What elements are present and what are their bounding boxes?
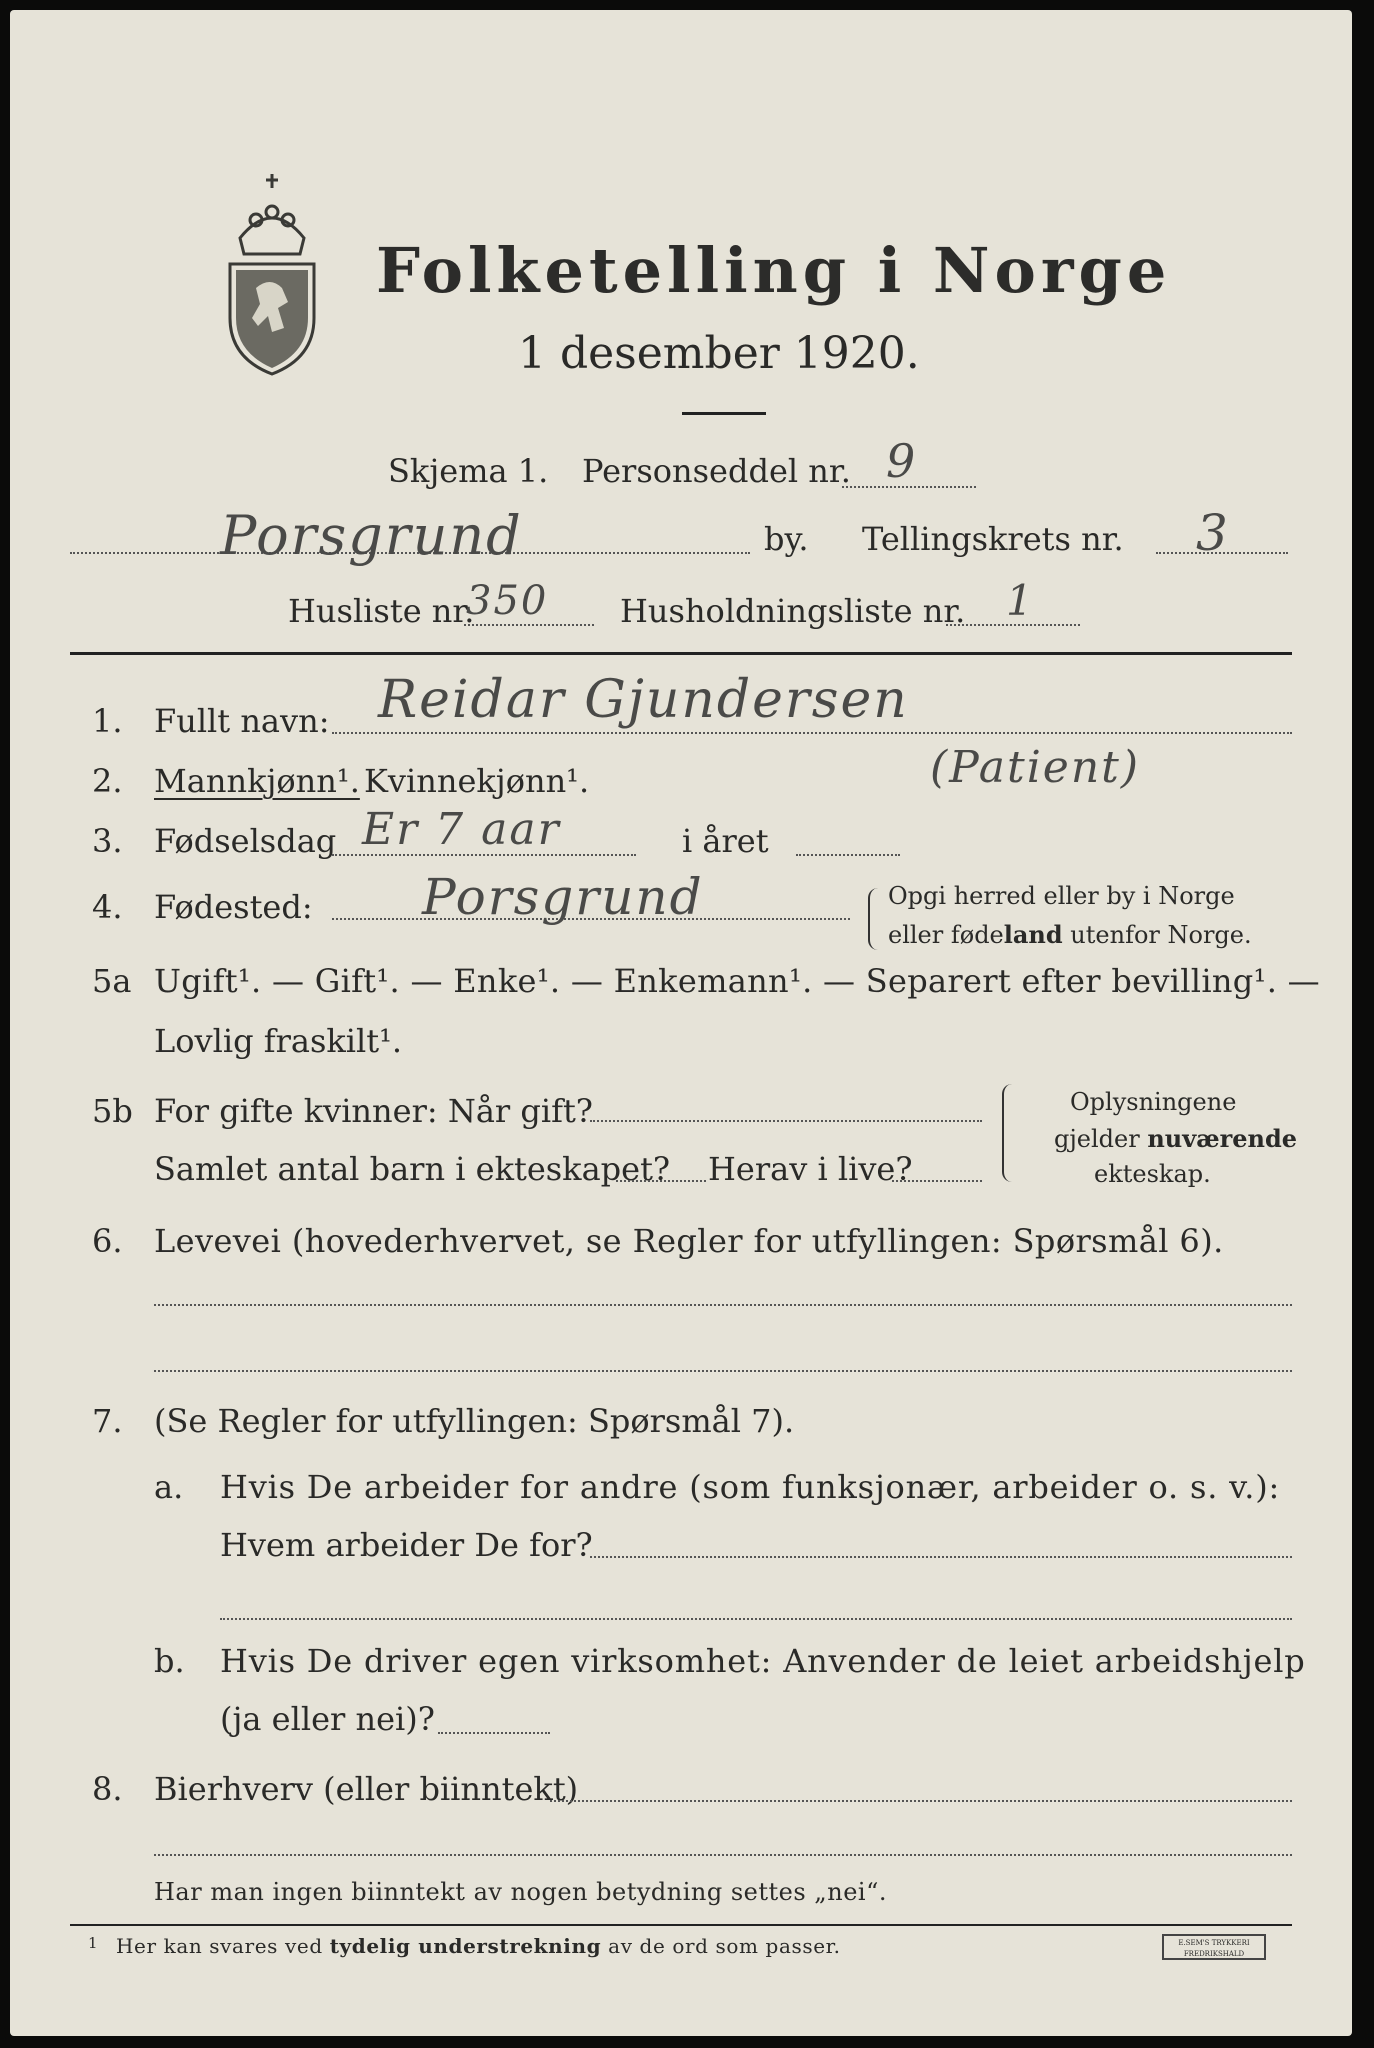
q8-number: 8.	[92, 1770, 123, 1808]
husliste-field[interactable]	[464, 624, 594, 626]
footnote-number: 1	[88, 1934, 98, 1952]
q4-note-line2: eller fødeland utenfor Norge.	[888, 920, 1252, 949]
q4-value: Porsgrund	[422, 868, 704, 926]
norwegian-coat-of-arms-icon	[216, 168, 328, 378]
q7b-letter: b.	[154, 1642, 185, 1680]
title-divider	[682, 412, 766, 415]
q5a-number: 5a	[92, 962, 132, 1000]
q2-male-option[interactable]: Mannkjønn¹.	[154, 762, 360, 800]
q5b-married-label: For gifte kvinner: Når gift?	[154, 1092, 593, 1130]
q6-field-line1[interactable]	[154, 1304, 1292, 1306]
husliste-label: Husliste nr.	[288, 592, 475, 630]
q7a-letter: a.	[154, 1468, 184, 1506]
q4-brace	[868, 888, 878, 950]
q7-number: 7.	[92, 1402, 123, 1440]
printer-line1: E.SEM'S TRYKKERI	[1178, 1939, 1250, 1947]
q5a-options-line2[interactable]: Lovlig fraskilt¹.	[154, 1022, 403, 1060]
q1-label: Fullt navn:	[154, 702, 330, 740]
q6-label: Levevei (hovederhvervet, se Regler for utfyllingen: Spørsmål 6).	[154, 1222, 1224, 1260]
q3-label: Fødselsdag	[154, 822, 337, 860]
q8-field-line2[interactable]	[154, 1854, 1292, 1856]
personseddel-label: Personseddel nr.	[582, 452, 851, 490]
q5b-alive-field[interactable]	[892, 1180, 982, 1182]
printer-stamp	[1162, 1934, 1266, 1960]
q2-note: (Patient)	[930, 742, 1141, 793]
q7a-employer-label: Hvem arbeider De for?	[220, 1526, 593, 1564]
footer-note: Har man ingen biinntekt av nogen betydning settes „nei“.	[154, 1878, 887, 1906]
header-rule	[70, 652, 1292, 655]
q7a-employer-field[interactable]	[590, 1556, 1292, 1558]
q5b-note-line1: Oplysningene	[1070, 1088, 1237, 1116]
tellingskrets-label: Tellingskrets nr.	[862, 520, 1124, 558]
form-title: Folketelling i Norge	[376, 234, 1172, 307]
q4-note-line1: Opgi herred eller by i Norge	[888, 882, 1235, 910]
q4-number: 4.	[92, 888, 123, 926]
q7a-employer-field-line2[interactable]	[220, 1618, 1292, 1620]
q3-suffix: i året	[682, 822, 769, 860]
q1-field[interactable]	[332, 732, 1292, 734]
q5b-number: 5b	[92, 1092, 133, 1130]
q7b-yes-no-label: (ja eller nei)?	[220, 1700, 435, 1738]
q8-field[interactable]	[550, 1800, 1292, 1802]
q2-number: 2.	[92, 762, 123, 800]
q7b-field[interactable]	[438, 1732, 550, 1734]
q5b-note-line3: ekteskap.	[1094, 1160, 1211, 1188]
tellingskrets-value: 3	[1196, 504, 1230, 562]
q6-number: 6.	[92, 1222, 123, 1260]
by-label: by.	[764, 520, 809, 558]
footer-rule	[70, 1924, 1292, 1926]
by-value: Porsgrund	[220, 504, 523, 567]
census-form	[10, 10, 1352, 2036]
q5b-married-field[interactable]	[590, 1120, 982, 1122]
q3-year-field[interactable]	[796, 854, 900, 856]
q3-value: Er 7 aar	[362, 804, 561, 855]
census-date: 1 desember 1920.	[518, 328, 920, 379]
q5b-alive-label: Herav i live?	[708, 1150, 913, 1188]
q4-label: Fødested:	[154, 888, 313, 926]
q7a-question: Hvis De arbeider for andre (som funksjonær, arbeider o. s. v.):	[220, 1468, 1281, 1506]
q3-number: 3.	[92, 822, 123, 860]
q5a-options[interactable]: Ugift¹. — Gift¹. — Enke¹. — Enkemann¹. — Separert efter bevilling¹. —	[154, 962, 1320, 1000]
q1-value: Reidar Gjundersen	[378, 670, 909, 730]
husliste-value: 350	[466, 578, 549, 624]
q2-female-option[interactable]: Kvinnekjønn¹.	[364, 762, 590, 800]
q6-field-line2[interactable]	[154, 1370, 1292, 1372]
q1-number: 1.	[92, 702, 123, 740]
footnote-text: Her kan svares ved tydelig understrekning av de ord som passer.	[116, 1934, 841, 1958]
schema-label: Skjema 1.	[388, 452, 549, 490]
q5b-brace	[1002, 1084, 1012, 1182]
printer-line2: FREDRIKSHALD	[1183, 1950, 1245, 1958]
husholdning-value: 1	[1006, 576, 1035, 625]
q7-label: (Se Regler for utfyllingen: Spørsmål 7).	[154, 1402, 795, 1440]
q8-label: Bierhverv (eller biinntekt)	[154, 1770, 579, 1808]
husholdning-label: Husholdningsliste nr.	[620, 592, 966, 630]
personseddel-value: 9	[886, 434, 918, 488]
q5b-note-line2: gjelder nuværende	[1054, 1124, 1298, 1153]
q5b-children-label: Samlet antal barn i ekteskapet?	[154, 1150, 671, 1188]
q7b-question: Hvis De driver egen virksomhet: Anvender de leiet arbeidshjelp	[220, 1642, 1306, 1680]
q5b-children-field[interactable]	[616, 1180, 706, 1182]
